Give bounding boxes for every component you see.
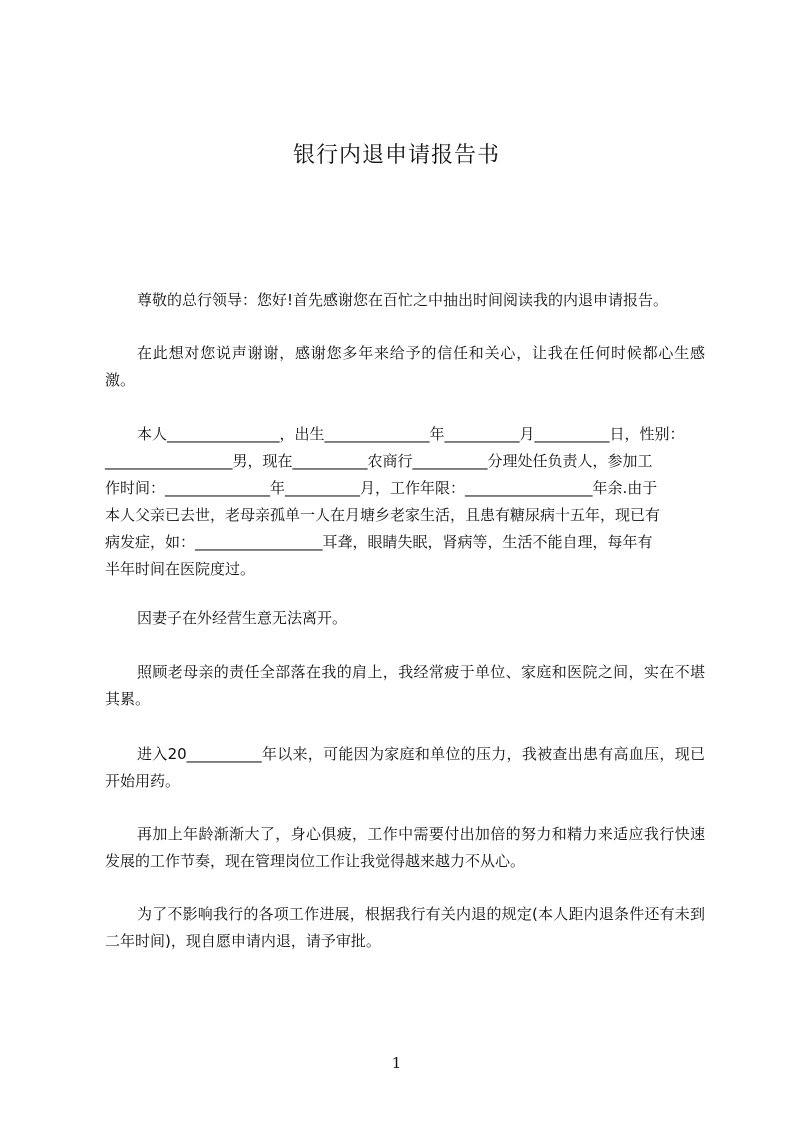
- form-line-6: 半年时间在医院度过。: [105, 560, 256, 578]
- page-number: 1: [391, 1054, 402, 1072]
- caregiving-paragraph: 照顾老母亲的责任全部落在我的肩上，我经常疲于单位、家庭和医院之间，实在不堪其累。: [105, 663, 705, 708]
- wife-paragraph: 因妻子在外经营生意无法离开。: [137, 609, 348, 627]
- health-paragraph: 进入20__________年以来，可能因为家庭和单位的压力，我被查出患有高血压，现已开始用药。: [105, 745, 705, 790]
- form-line-1: 本人_______________，出生______________年__________月__________日，性别：: [137, 425, 685, 443]
- thanks-paragraph: 在此想对您说声谢谢，感谢您多年来给予的信任和关心，让我在任何时候都心生感激。: [105, 344, 705, 389]
- greeting-paragraph: 尊敬的总行领导：您好!首先感谢您在百忙之中抽出时间阅读我的内退申请报告。: [137, 291, 669, 309]
- workload-paragraph: 再加上年龄渐渐大了，身心俱疲，工作中需要付出加倍的努力和精力来适应我行快速发展的工作节奏，现在管理岗位工作让我觉得越来越力不从心。: [105, 825, 705, 870]
- form-line-5: 病发症，如：_________________耳聋，眼睛失眠，肾病等，生活不能自理，每年有: [105, 533, 653, 551]
- personal-info-paragraph: [105, 421, 705, 583]
- form-line-4: 本人父亲已去世，老母亲孤单一人在月塘乡老家生活，且患有糖尿病十五年，现已有: [105, 506, 661, 524]
- request-paragraph: 为了不影响我行的各项工作进展，根据我行有关内退的规定(本人距内退条件还有未到二年时间)，现自愿申请内退，请予审批。: [105, 905, 705, 950]
- form-line-2: _________________男，现在__________农商行__________分理处任负责人，参加工: [105, 452, 653, 470]
- form-line-3: 作时间：______________年__________月，工作年限：_________________年余.由于: [105, 479, 658, 497]
- document-title: 银行内退申请报告书: [292, 143, 500, 168]
